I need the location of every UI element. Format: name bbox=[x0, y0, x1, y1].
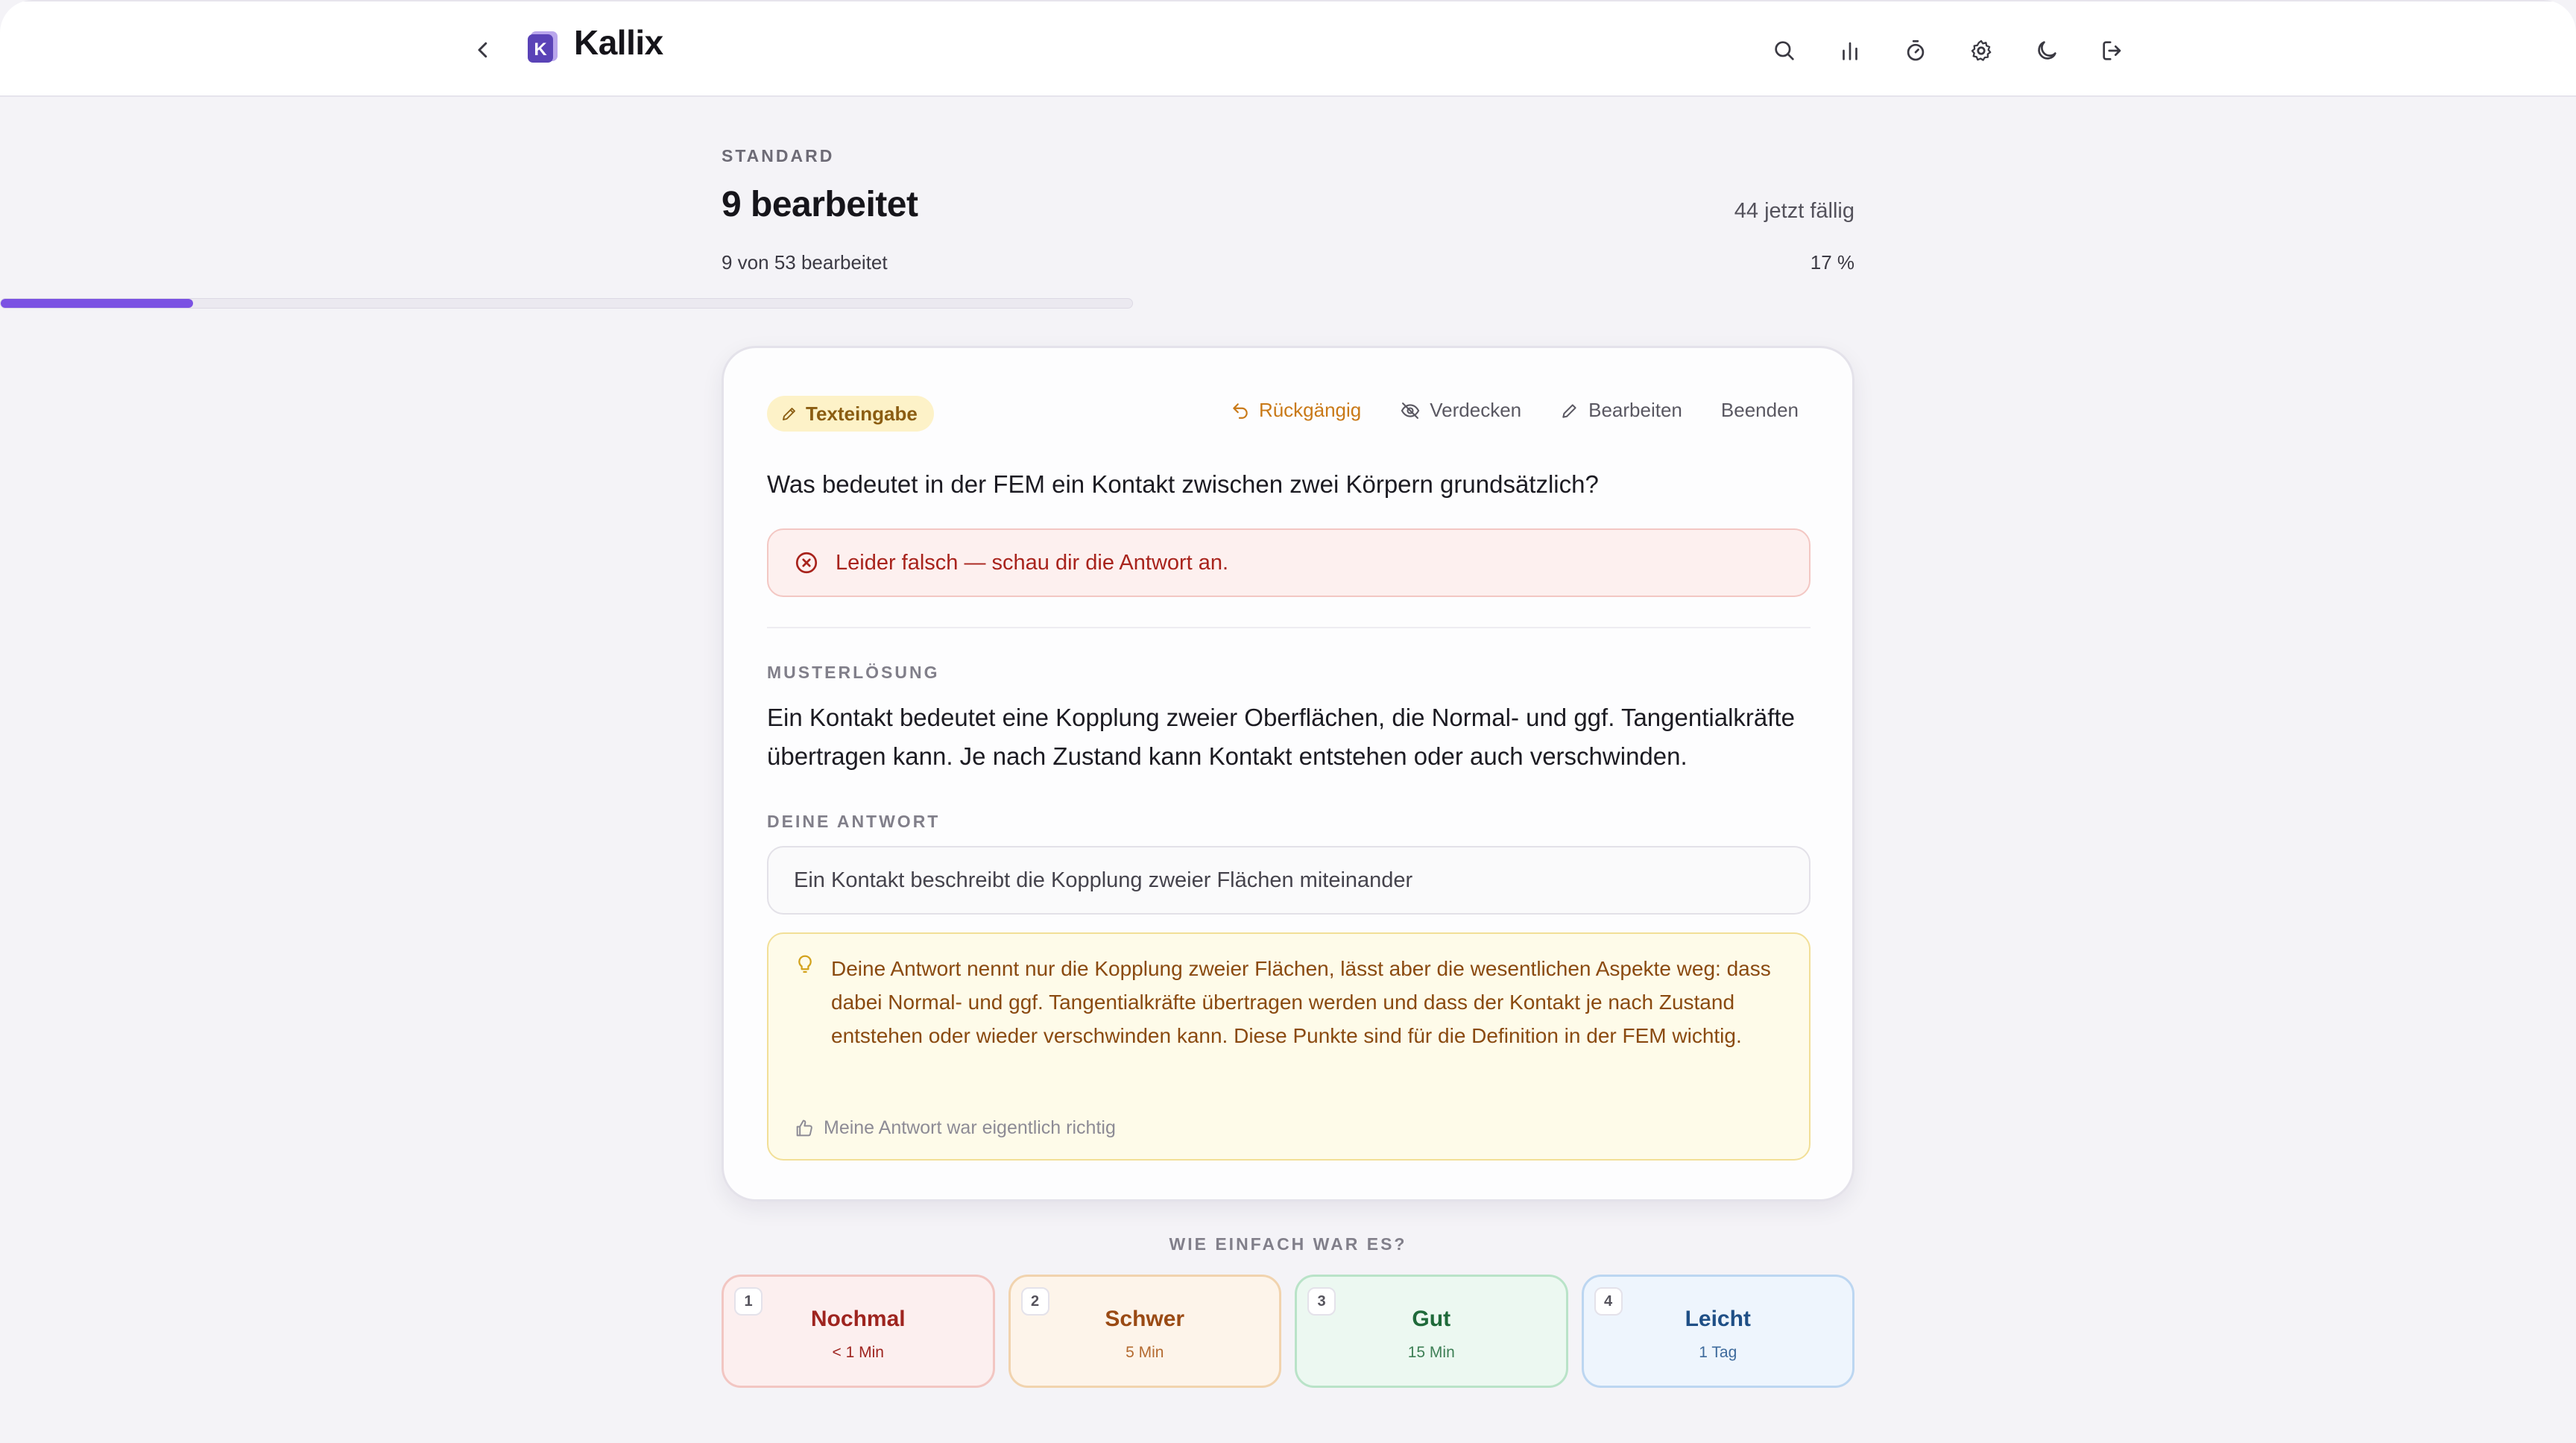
card-actions bbox=[1231, 399, 1799, 422]
stats-icon[interactable] bbox=[1834, 34, 1866, 67]
rate-interval: 1 Tag bbox=[1699, 1344, 1737, 1361]
solution-text: Ein Kontakt bedeutet eine Kopplung zweier Oberflächen, die Normal- und ggf. Tangentialkräfte übertragen kann. Je nach Zustand kann Kontakt entstehen oder auch verschwinden. bbox=[767, 704, 1795, 770]
question-text: Was bedeutet in der FEM ein Kontakt zwischen zwei Körpern grundsätzlich? bbox=[767, 470, 1599, 498]
thumbs-up-icon bbox=[794, 1118, 815, 1139]
progress-percent: 17 % bbox=[1810, 251, 1854, 274]
override-correct-button[interactable] bbox=[794, 1117, 1116, 1139]
progress-bar-fill bbox=[1, 299, 193, 308]
user-answer: Ein Kontakt beschreibt die Kopplung zweier Flächen miteinander bbox=[767, 846, 1811, 915]
result-message: Leider falsch — schau dir die Antwort an. bbox=[836, 550, 1229, 575]
rate-label: Nochmal bbox=[810, 1307, 906, 1331]
answer-label: DEINE ANTWORT bbox=[767, 812, 941, 831]
finish-button[interactable] bbox=[1721, 399, 1799, 422]
hide-label: Verdecken bbox=[1430, 399, 1522, 421]
app-name[interactable]: Kallix bbox=[574, 23, 663, 62]
divider bbox=[767, 627, 1811, 628]
back-button[interactable] bbox=[466, 33, 500, 67]
card-type-badge bbox=[767, 396, 934, 432]
moon-icon[interactable] bbox=[2030, 34, 2063, 67]
finish-label: Beenden bbox=[1720, 399, 1799, 421]
timer-icon[interactable] bbox=[1899, 34, 1932, 67]
flashcard bbox=[722, 346, 1854, 1202]
pencil-icon bbox=[780, 405, 798, 423]
solution-label: MUSTERLÖSUNG bbox=[767, 663, 940, 682]
due-count: 44 jetzt fällig bbox=[1734, 199, 1854, 223]
progress-bar bbox=[0, 298, 1133, 309]
rate-label: Leicht bbox=[1685, 1307, 1751, 1331]
rate-easy-button[interactable] bbox=[1582, 1275, 1855, 1388]
feedback-box bbox=[767, 932, 1811, 1161]
rate-interval: < 1 Min bbox=[832, 1344, 884, 1361]
hide-button[interactable] bbox=[1400, 399, 1521, 422]
session-summary bbox=[722, 146, 1854, 277]
gear-icon[interactable] bbox=[1965, 34, 1998, 67]
undo-icon bbox=[1231, 401, 1250, 420]
logout-icon[interactable] bbox=[2096, 34, 2129, 67]
search-icon[interactable] bbox=[1768, 34, 1801, 67]
rating-title: WIE EINFACH WAR ES? bbox=[1169, 1234, 1407, 1254]
rate-label: Gut bbox=[1412, 1307, 1451, 1331]
shortcut-key: 1 bbox=[734, 1287, 763, 1316]
rating-buttons bbox=[722, 1275, 1854, 1388]
rate-good-button[interactable] bbox=[1295, 1275, 1568, 1388]
undo-button[interactable] bbox=[1231, 399, 1361, 422]
x-circle-icon bbox=[794, 550, 819, 575]
override-label: Meine Antwort war eigentlich richtig bbox=[824, 1117, 1116, 1138]
rate-hard-button[interactable] bbox=[1008, 1275, 1282, 1388]
shortcut-key: 4 bbox=[1594, 1287, 1623, 1316]
pencil-icon bbox=[1560, 401, 1579, 420]
progress-text: 9 von 53 bearbeitet bbox=[722, 251, 888, 274]
edit-button[interactable] bbox=[1560, 399, 1682, 422]
rate-label: Schwer bbox=[1105, 1307, 1185, 1331]
header-toolbar bbox=[1768, 34, 2129, 67]
shortcut-key: 3 bbox=[1307, 1287, 1336, 1316]
lightbulb-icon bbox=[794, 953, 816, 976]
deck-mode-label: STANDARD bbox=[722, 146, 835, 165]
eye-off-icon bbox=[1400, 400, 1421, 421]
svg-text:K: K bbox=[534, 40, 547, 60]
feedback-text: Deine Antwort nennt nur die Kopplung zweier Flächen, lässt aber die wesentlichen Aspekte weg: dass dabei Normal- und ggf. Tangentialkräfte übertragen werden und dass der Kontakt je nach Zustand entstehen oder wieder verschwinden kann. Diese Punkte sind für die Definition in der FEM wichtig. bbox=[831, 957, 1771, 1047]
page-title: 9 bearbeitet bbox=[722, 185, 918, 224]
card-type-label: Texteingabe bbox=[806, 402, 918, 425]
edit-label: Bearbeiten bbox=[1588, 399, 1682, 421]
top-bar bbox=[0, 0, 2576, 97]
rate-interval: 15 Min bbox=[1407, 1344, 1455, 1361]
chevron-left-icon bbox=[472, 39, 494, 61]
logo-icon bbox=[526, 30, 561, 64]
undo-label: Rückgängig bbox=[1258, 399, 1362, 421]
rate-again-button[interactable] bbox=[722, 1275, 995, 1388]
result-alert bbox=[767, 528, 1811, 597]
rate-interval: 5 Min bbox=[1126, 1344, 1164, 1361]
shortcut-key: 2 bbox=[1021, 1287, 1049, 1316]
